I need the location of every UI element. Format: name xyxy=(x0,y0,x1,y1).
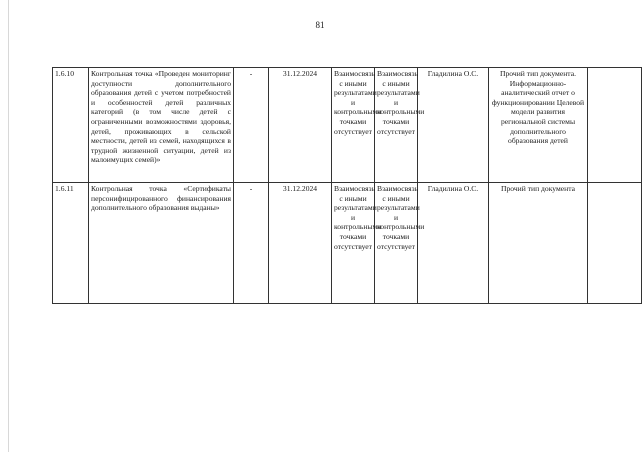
responsible-person: Гладилина О.С. xyxy=(418,183,489,304)
due-date: 31.12.2024 xyxy=(269,183,332,304)
table-row xyxy=(53,68,642,183)
relation-next: Взаимосвязь с иными результатами и контрольными точками отсутствует xyxy=(375,68,418,183)
responsible-person: Гладилина О.С. xyxy=(418,68,489,183)
due-date: 31.12.2024 xyxy=(269,68,332,183)
page-number: 81 xyxy=(315,20,325,30)
relation-next: Взаимосвязь с иными результатами и контрольными точками отсутствует xyxy=(375,183,418,304)
empty-value: - xyxy=(234,183,269,304)
table-row xyxy=(53,183,642,304)
document-type: Прочий тип документа xyxy=(489,183,588,304)
row-number: 1.6.10 xyxy=(53,68,89,183)
relation-previous: Взаимосвязь с иными результатами и контрольными точками отсутствует xyxy=(332,183,375,304)
control-point-name: Контрольная точка «Сертификаты персонифицированного финансирования дополнительного образования выданы» xyxy=(89,183,234,304)
control-points-table xyxy=(52,67,642,304)
scan-edge xyxy=(8,0,9,452)
relation-previous: Взаимосвязь с иными результатами и контрольными точками отсутствует xyxy=(332,68,375,183)
control-point-name: Контрольная точка «Проведен мониторинг доступности дополнительного образования детей с учетом потребностей и особенностей детей различных категорий (в том числе детей с ограниченными возможностями здоровья, детей, проживающих в сельской местности, детей из семей, находящихся в трудной жизненной ситуации, детей из малоимущих семей)» xyxy=(89,68,234,183)
row-number: 1.6.11 xyxy=(53,183,89,304)
empty-cell xyxy=(588,183,642,304)
empty-value: - xyxy=(234,68,269,183)
empty-cell xyxy=(588,68,642,183)
document-type: Прочий тип документа. Информационно-аналитический отчет о функционировании Целевой модели развития региональной системы дополнительного образования детей xyxy=(489,68,588,183)
